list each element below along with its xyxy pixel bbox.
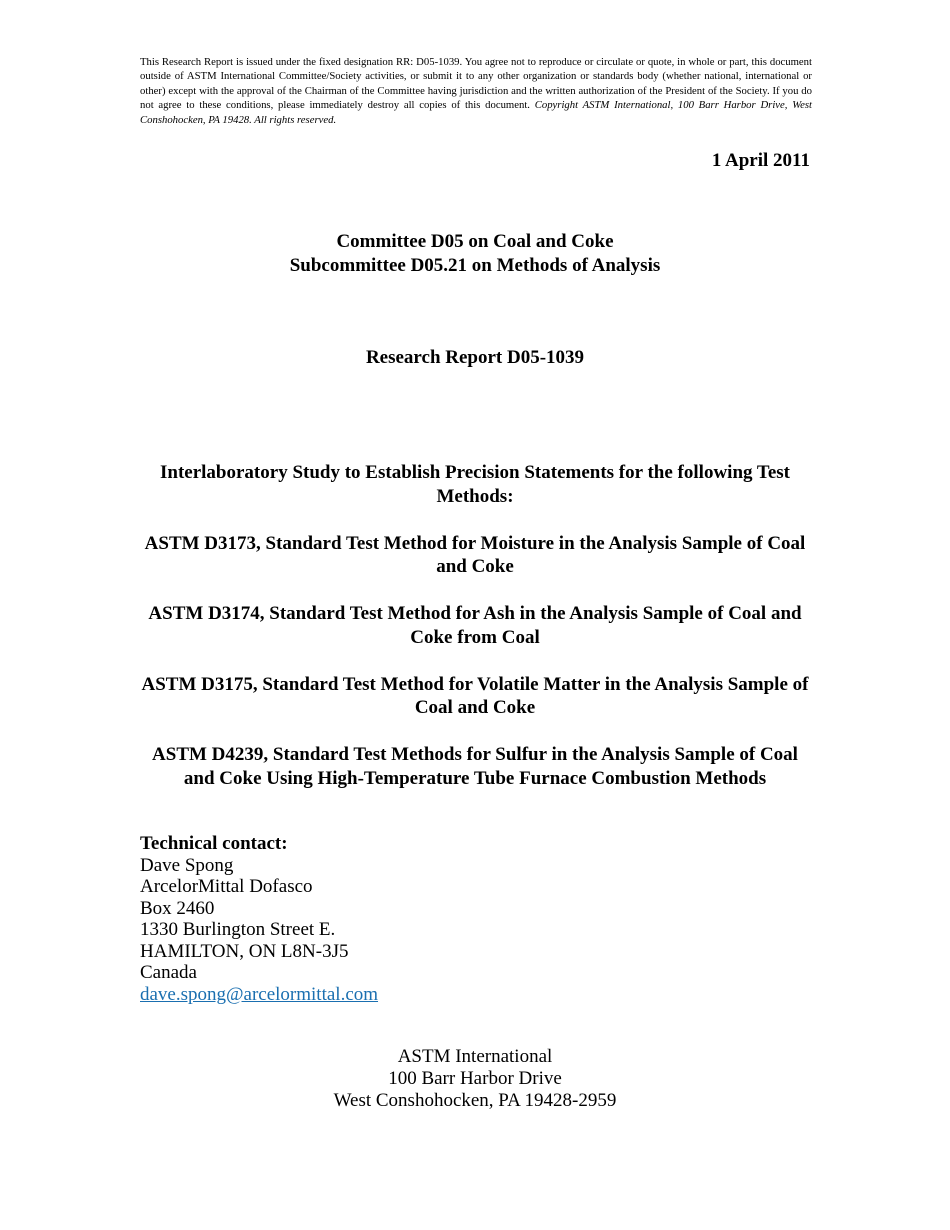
contact-label: Technical contact: (140, 833, 288, 854)
copyright-notice: Copyright ASTM International, 100 Barr Harbor Drive, West Conshohocken, PA 19428. All rights reserved. (140, 99, 812, 126)
committee-heading (140, 230, 810, 277)
report-date: 1 April 2011 (711, 150, 810, 171)
method-title-d3174: ASTM D3174, Standard Test Method for Ash in the Analysis Sample of Coal and Coke from Coal (148, 603, 802, 648)
astm-address (140, 1046, 810, 1112)
contact-city: HAMILTON, ON L8N-3J5 (140, 940, 349, 962)
report-title-block (140, 461, 810, 814)
study-title: Interlaboratory Study to Establish Precision Statements for the following Test Methods: (160, 462, 790, 507)
usage-notice (140, 55, 812, 127)
method-title-d4239: ASTM D4239, Standard Test Methods for Sulfur in the Analysis Sample of Coal and Coke Using High-Temperature Tube Furnace Combustion Methods (152, 744, 798, 789)
committee-name: Committee D05 on Coal and Coke (336, 231, 614, 252)
method-title-d3173: ASTM D3173, Standard Test Method for Moisture in the Analysis Sample of Coal and Coke (144, 532, 806, 577)
address-line-2: 100 Barr Harbor Drive (388, 1068, 562, 1089)
subcommittee-name: Subcommittee D05.21 on Methods of Analysis (289, 254, 661, 276)
technical-contact (140, 833, 378, 1005)
method-title-d3175: ASTM D3175, Standard Test Method for Volatile Matter in the Analysis Sample of Coal and Coke (141, 673, 809, 718)
contact-street: 1330 Burlington Street E. (140, 919, 336, 940)
contact-country: Canada (140, 962, 197, 983)
contact-box: Box 2460 (140, 897, 215, 919)
address-line-1: ASTM International (397, 1046, 553, 1067)
usage-notice-text: This Research Report is issued under the fixed designation RR: D05-1039. You agree not to reproduce or circulate or quote, in whole or part, this document outside of ASTM International Committee/Society activities, or submit it to any other organization or standards body (whether national, international or other) except with the approval of the Chairman of the Committee having jurisdiction and the written authorization of the President of the Society. If you do not agree to these conditions, please immediately destroy all copies of this document. (140, 56, 812, 112)
address-line-3: West Conshohocken, PA 19428-2959 (333, 1090, 617, 1111)
contact-email-link[interactable]: dave.spong@arcelormittal.com (140, 983, 379, 1005)
contact-name: Dave Spong (140, 854, 234, 876)
contact-company: ArcelorMittal Dofasco (140, 876, 313, 897)
report-number: Research Report D05-1039 (365, 347, 585, 368)
